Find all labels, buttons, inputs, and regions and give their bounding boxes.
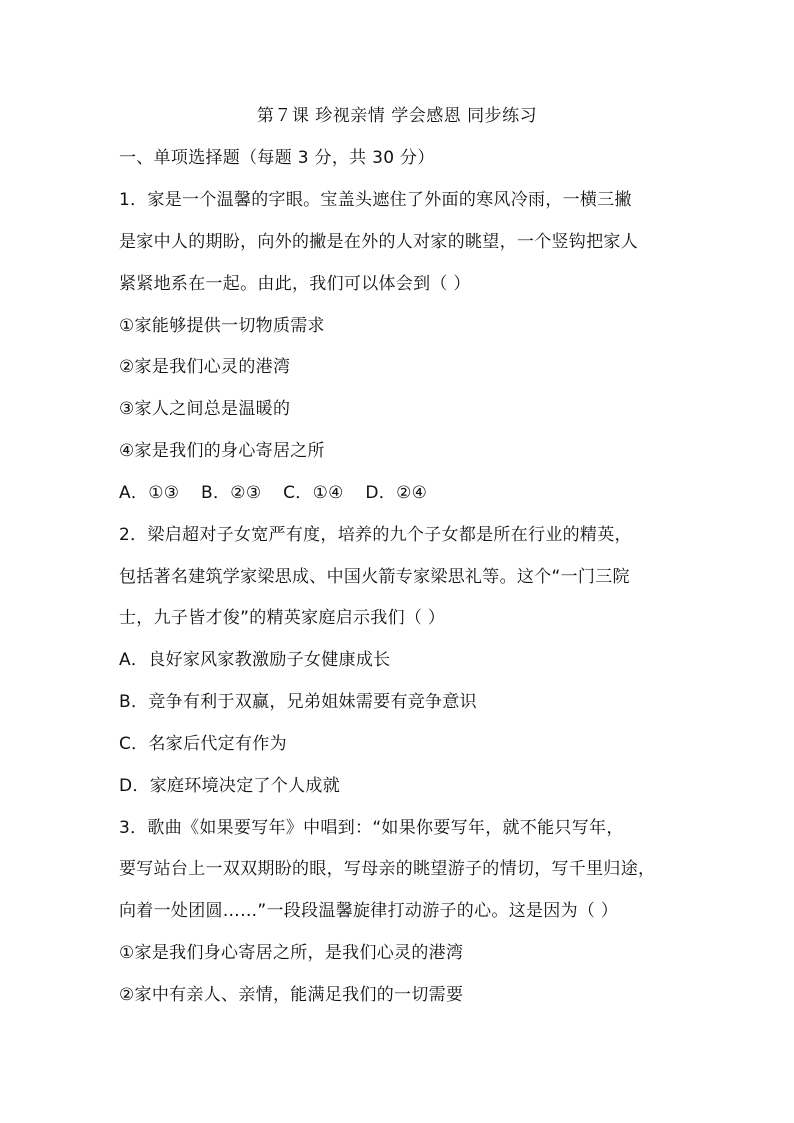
q1-options (119, 481, 684, 505)
q2-option-a: A．良好家风家教激励子女健康成长 (119, 650, 391, 670)
q1-item-4: ④家是我们的身心寄居之所 (119, 441, 325, 461)
q3-item-2: ②家中有亲人、亲情，能满足我们的一切需要 (119, 985, 464, 1005)
q1-option-d: D．②④ (365, 483, 428, 503)
section-heading: 一、单项选择题（每题 3 分，共 30 分） (119, 148, 435, 168)
q2-option-d: D．家庭环境决定了个人成就 (119, 776, 340, 796)
page-title: 第７课 珍视亲情 学会感恩 同步练习 (256, 106, 538, 126)
q1-stem-line-1: 1．家是一个温馨的字眼。宝盖头遮住了外面的寒风冷雨，一横三撇 (119, 190, 632, 210)
q3-item-1: ①家是我们身心寄居之所，是我们心灵的港湾 (119, 943, 464, 963)
q3-stem-line-1: 3．歌曲《如果要写年》中唱到：“如果你要写年，就不能只写年， (119, 818, 624, 838)
q1-option-b: B．②③ (201, 483, 262, 503)
q1-item-1: ①家能够提供一切物质需求 (119, 316, 325, 336)
q2-option-c: C．名家后代定有作为 (119, 734, 287, 754)
q2-option-b: B．竞争有利于双赢，兄弟姐妹需要有竞争意识 (119, 692, 477, 712)
q1-stem-line-2: 是家中人的期盼，向外的撇是在外的人对家的眺望，一个竖钩把家人 (119, 232, 638, 252)
q1-stem-line-3: 紧紧地系在一起。由此，我们可以体会到（ ） (119, 274, 471, 294)
q2-stem-line-2: 包括著名建筑学家梁思成、中国火箭专家梁思礼等。这个“一门三院 (119, 567, 630, 587)
q2-stem-line-3: 士，九子皆才俊”的精英家庭启示我们（ ） (119, 608, 446, 628)
q2-stem-line-1: 2．梁启超对子女宽严有度，培养的九个子女都是所在行业的精英， (119, 525, 632, 545)
q1-option-c: C．①④ (283, 483, 344, 503)
q3-stem-line-3: 向着一处团圆……”一段段温馨旋律打动游子的心。这是因为（ ） (119, 901, 619, 921)
q1-option-a: A．①③ (119, 483, 180, 503)
q3-stem-line-2: 要写站台上一双双期盼的眼，写母亲的眺望游子的情切，写千里归途， (119, 859, 656, 879)
q1-item-2: ②家是我们心灵的港湾 (119, 357, 291, 377)
q1-item-3: ③家人之间总是温暖的 (119, 399, 291, 419)
